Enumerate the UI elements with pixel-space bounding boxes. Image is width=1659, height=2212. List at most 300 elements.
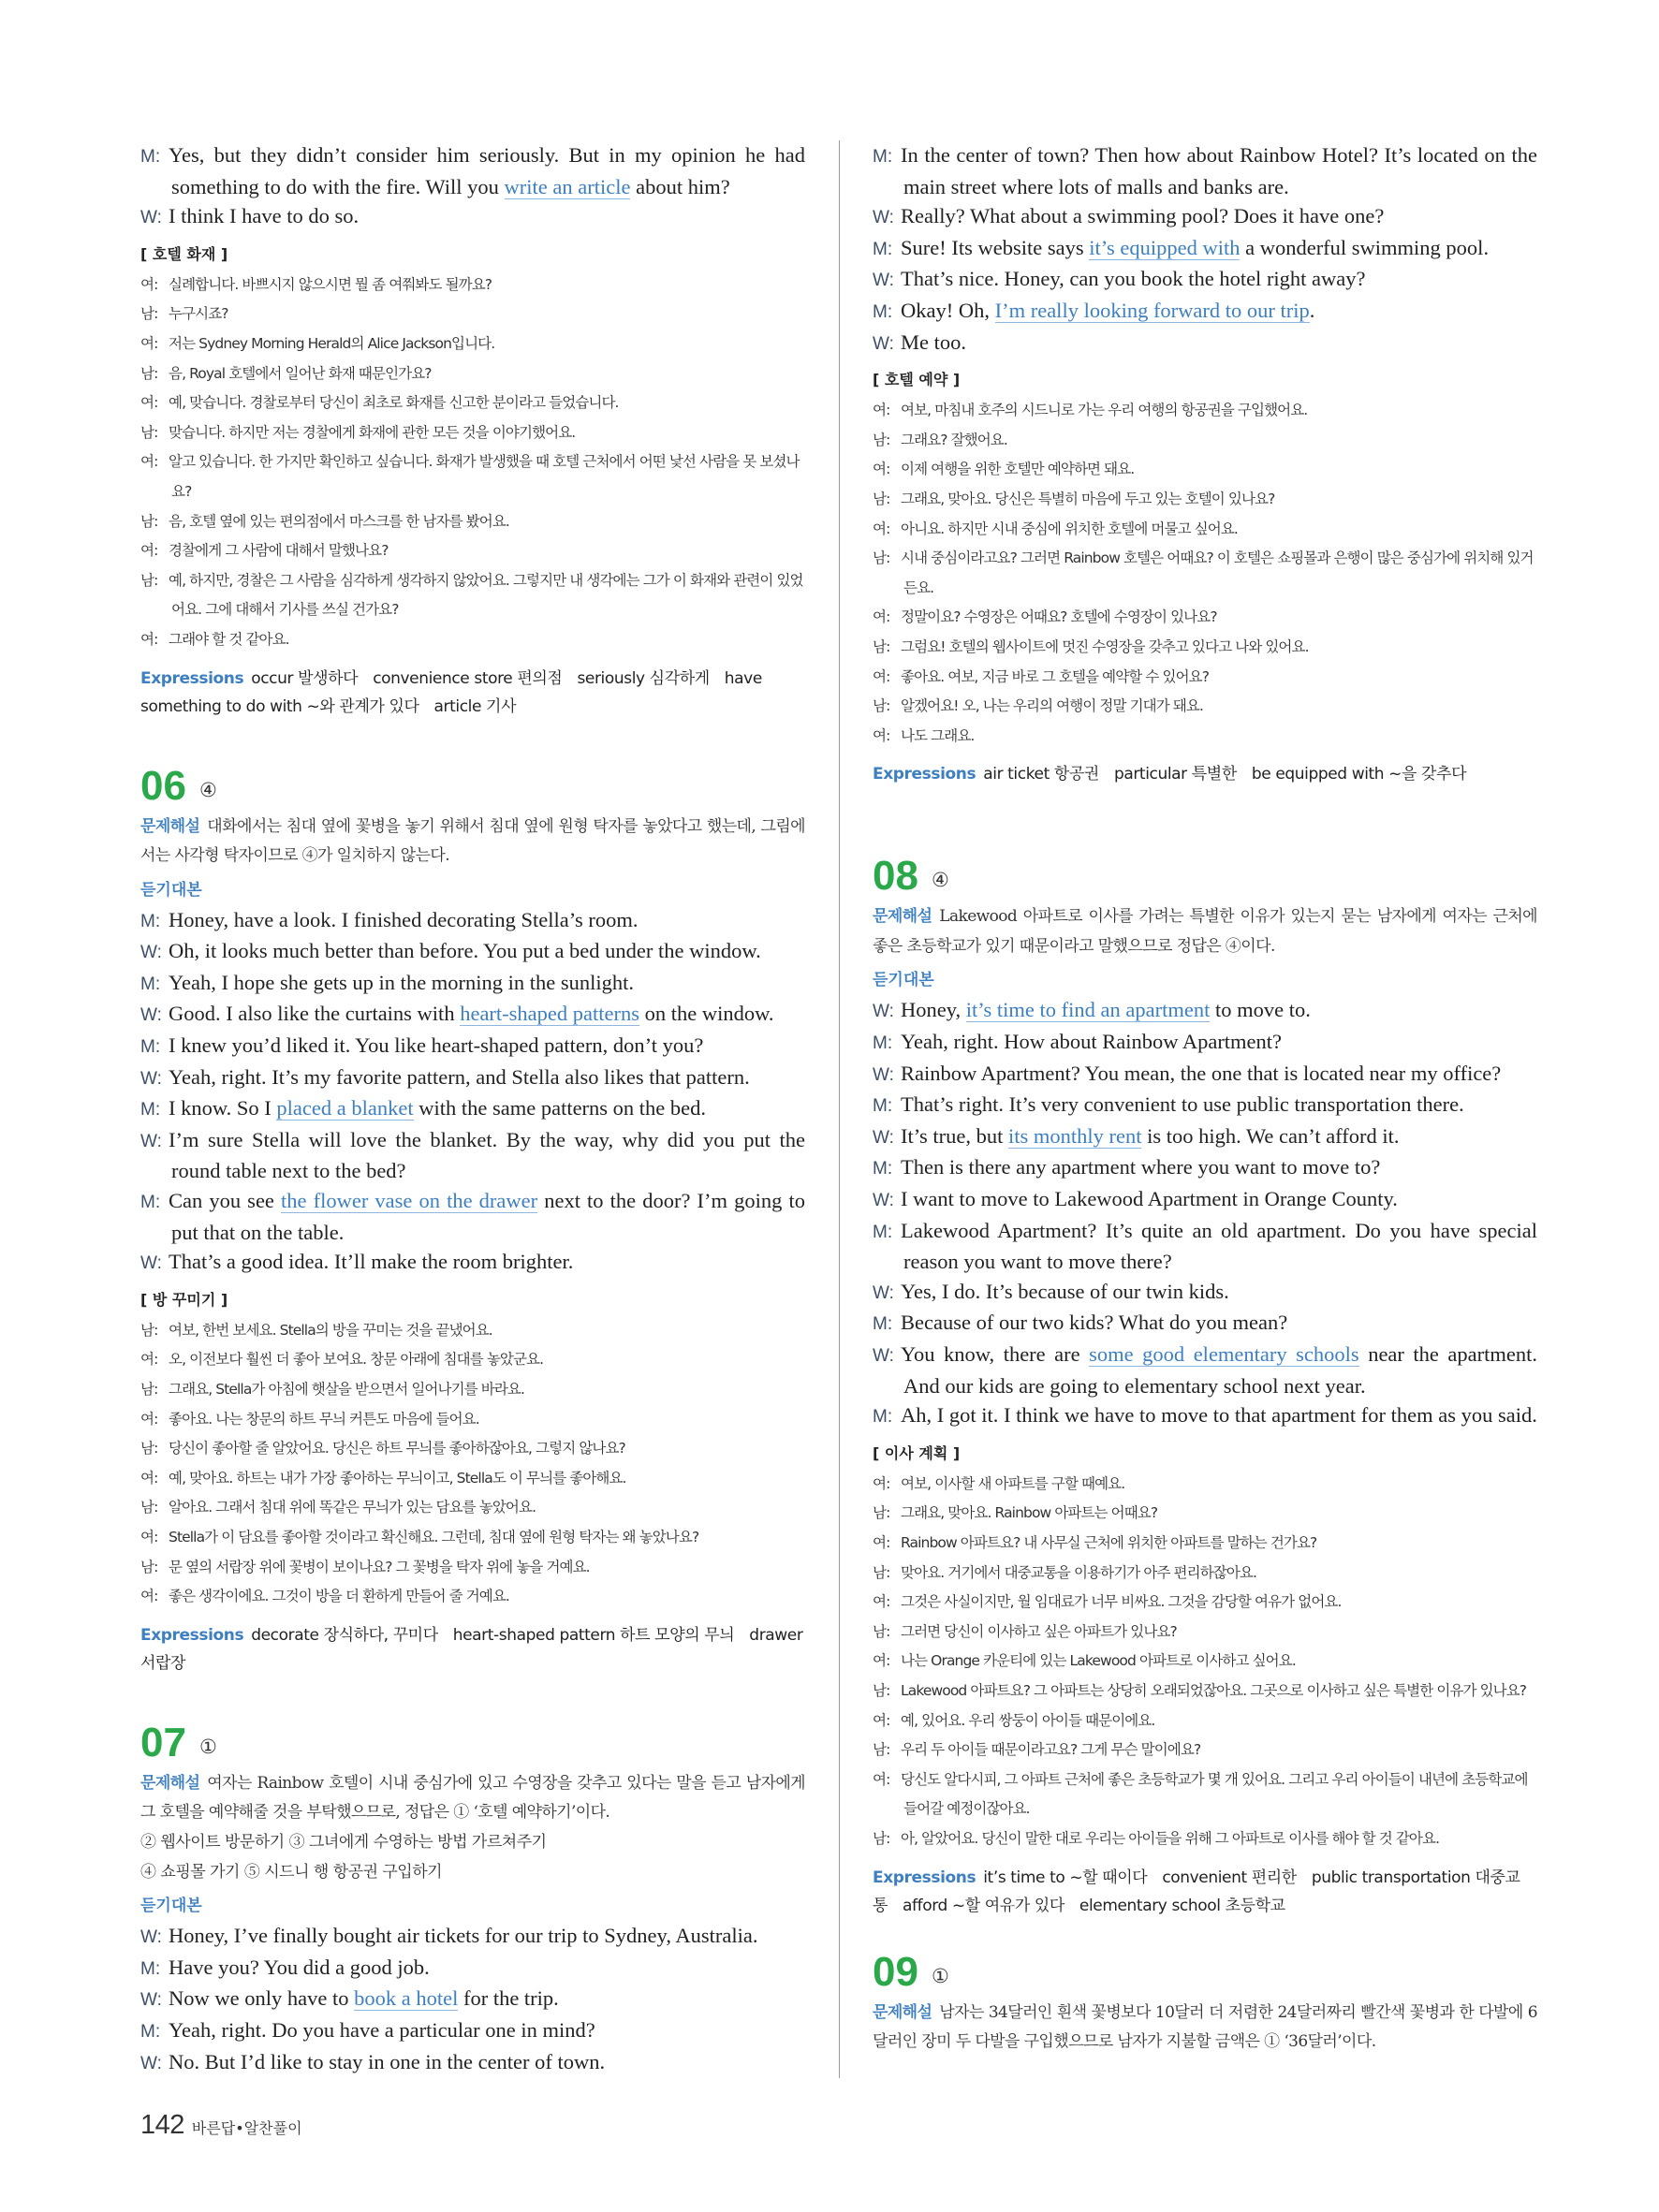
speaker-label: W: bbox=[873, 208, 894, 228]
line-text: Good. I also like the curtains with bbox=[169, 1002, 461, 1026]
line-text: 그래야 할 것 같아요. bbox=[169, 630, 289, 648]
line-text: to move to. bbox=[1210, 998, 1311, 1022]
speaker-label: M: bbox=[873, 1033, 893, 1054]
dialogue-line bbox=[140, 1125, 805, 1186]
speaker-label: 여: bbox=[873, 461, 890, 478]
speaker-label: W: bbox=[873, 1064, 894, 1085]
line-text: 여보, 한번 보세요. Stella의 방을 꾸미는 것을 끝냈어요. bbox=[169, 1321, 492, 1339]
speaker-label: 여: bbox=[140, 275, 158, 293]
explanation-text: Lakewood 아파트로 이사를 가려는 특별한 이유가 있는지 묻는 남자에게 여자는 근처에 좋은 초등학교가 있기 때문이라고 말했으므로 정답은 ④이다. bbox=[873, 907, 1537, 956]
expressions-label: Expressions bbox=[873, 765, 976, 784]
translation-line bbox=[873, 1470, 1537, 1500]
q07-korean-dialogue bbox=[873, 396, 1537, 751]
line-text: with the same patterns on the bed. bbox=[413, 1096, 707, 1121]
line-text: Oh, it looks much better than before. You put a bed under the window. bbox=[169, 939, 761, 963]
speaker-label: 여: bbox=[140, 334, 158, 352]
q07-explanation bbox=[140, 1769, 805, 1828]
dialogue-line bbox=[873, 233, 1537, 265]
explanation-tag: 문제해설 bbox=[873, 2002, 932, 2022]
q05-korean-title: [ 호텔 화재 ] bbox=[140, 244, 228, 263]
dialogue-line bbox=[873, 1216, 1537, 1277]
line-text: 그래요, 맞아요. Rainbow 아파트는 어때요? bbox=[901, 1504, 1158, 1522]
expression-item: seriously 심각하게 bbox=[577, 668, 710, 688]
translation-line bbox=[873, 515, 1537, 545]
page-number: 142 bbox=[140, 2110, 184, 2140]
speaker-label: W: bbox=[873, 271, 894, 291]
translation-line bbox=[140, 536, 805, 566]
line-text: 문 옆의 서랍장 위에 꽃병이 보이나요? 그 꽃병을 탁자 위에 놓을 거예요. bbox=[169, 1558, 590, 1575]
speaker-label: 여: bbox=[873, 1652, 890, 1670]
question-number: 07 bbox=[140, 1719, 186, 1765]
dialogue-line bbox=[873, 296, 1537, 328]
speaker-label: 여: bbox=[873, 1593, 890, 1611]
line-text: Yeah, right. It’s my favorite pattern, and Stella also likes that pattern. bbox=[169, 1064, 750, 1089]
line-text: 여보, 마침내 호주의 시드니로 가는 우리 여행의 항공권을 구입했어요. bbox=[901, 402, 1308, 419]
translation-line bbox=[140, 1345, 805, 1375]
dialogue-line bbox=[873, 1152, 1537, 1184]
speaker-label: W: bbox=[140, 208, 162, 228]
translation-line bbox=[140, 447, 805, 506]
speaker-label: W: bbox=[873, 1002, 894, 1022]
speaker-label: 여: bbox=[873, 1770, 890, 1788]
translation-line bbox=[873, 1736, 1537, 1765]
line-text: 나는 Orange 카운티에 있는 Lakewood 아파트로 이사하고 싶어요. bbox=[901, 1652, 1296, 1670]
key-phrase: I’m really looking forward to our trip bbox=[994, 298, 1310, 322]
line-text: is too high. We can’t afford it. bbox=[1141, 1123, 1400, 1148]
line-text: Really? What about a swimming pool? Does it have one? bbox=[901, 204, 1385, 228]
speaker-label: W: bbox=[140, 1068, 162, 1089]
speaker-label: 남: bbox=[140, 364, 158, 382]
q05-english-dialogue bbox=[140, 140, 805, 233]
dialogue-line bbox=[873, 1121, 1537, 1153]
expression-item: particular 특별한 bbox=[1113, 765, 1237, 784]
speaker-label: 남: bbox=[873, 1563, 890, 1581]
dialogue-line bbox=[140, 140, 805, 201]
line-text: 그럼요! 호텔의 웹사이트에 멋진 수영장을 갖추고 있다고 나와 있어요. bbox=[901, 637, 1309, 655]
speaker-label: M: bbox=[873, 1222, 893, 1242]
dialogue-line bbox=[140, 1093, 805, 1125]
line-text: Stella가 이 담요를 좋아할 것이라고 확신해요. 그런데, 침대 옆에 원형 탁자는 왜 놓았나요? bbox=[169, 1528, 699, 1545]
speaker-label: 남: bbox=[873, 1741, 890, 1759]
dialogue-line bbox=[873, 1277, 1537, 1309]
line-text: No. But I’d like to stay in one in the center of town. bbox=[169, 2049, 606, 2073]
line-text: Because of our two kids? What do you mean? bbox=[901, 1311, 1288, 1335]
explanation-tag: 문제해설 bbox=[140, 816, 200, 836]
expression-item: drawer 서랍장 bbox=[140, 1625, 803, 1673]
speaker-label: 여: bbox=[140, 394, 158, 412]
q05-expressions bbox=[140, 665, 805, 721]
translation-line bbox=[140, 1464, 805, 1494]
translation-line bbox=[140, 388, 805, 418]
expression-item: occur 발생하다 bbox=[251, 668, 359, 688]
speaker-label: M: bbox=[140, 1037, 161, 1058]
speaker-label: 남: bbox=[140, 1381, 158, 1398]
line-text: for the trip. bbox=[458, 1986, 559, 2011]
dialogue-line bbox=[873, 1027, 1537, 1059]
speaker-label: 남: bbox=[140, 1321, 158, 1339]
q09-explanation bbox=[873, 1999, 1537, 2058]
column-divider bbox=[839, 140, 840, 2078]
dialogue-line bbox=[873, 1184, 1537, 1216]
translation-line bbox=[873, 1824, 1537, 1854]
translation-line bbox=[873, 544, 1537, 603]
expression-item: be equipped with ~을 갖추다 bbox=[1251, 765, 1467, 784]
key-phrase: write an article bbox=[504, 174, 631, 198]
expression-item: convenience store 편의점 bbox=[373, 668, 563, 688]
line-text: That’s right. It’s very convenient to use public transportation there. bbox=[901, 1092, 1464, 1117]
line-text: Honey, I’ve finally bought air tickets for our trip to Sydney, Australia. bbox=[169, 1924, 758, 1948]
speaker-label: 남: bbox=[140, 571, 158, 589]
speaker-label: 여: bbox=[873, 667, 890, 685]
line-text: 저는 Sydney Morning Herald의 Alice Jackson입니다. bbox=[169, 334, 495, 352]
dialogue-line bbox=[140, 905, 805, 937]
speaker-label: W: bbox=[140, 943, 162, 963]
translation-line bbox=[873, 692, 1537, 722]
line-text: 아, 알았어요. 당신이 말한 대로 우리는 아이들을 위해 그 아파트로 이사를 해야 할 것 같아요. bbox=[901, 1829, 1440, 1847]
dialogue-line bbox=[873, 1400, 1537, 1432]
right-column bbox=[873, 140, 1537, 2058]
key-phrase: heart-shaped patterns bbox=[460, 1002, 639, 1026]
q08-header bbox=[873, 850, 1537, 899]
page-footer bbox=[140, 2110, 302, 2141]
translation-line bbox=[873, 1677, 1537, 1707]
speaker-label: W: bbox=[140, 1005, 162, 1026]
dialogue-line bbox=[140, 1953, 805, 1985]
line-text: 그래요? 잘했어요. bbox=[901, 431, 1007, 448]
explanation-tag: 문제해설 bbox=[873, 907, 932, 927]
line-text: 알아요. 그래서 침대 위에 똑같은 무늬가 있는 담요를 놓았어요. bbox=[169, 1499, 536, 1516]
translation-line bbox=[873, 485, 1537, 515]
key-phrase: placed a blanket bbox=[276, 1096, 414, 1121]
speaker-label: M: bbox=[140, 974, 161, 994]
translation-line bbox=[873, 1499, 1537, 1529]
line-text: 우리 두 아이들 때문이라고요? 그게 무슨 말이에요? bbox=[901, 1741, 1201, 1759]
line-text: 맞습니다. 하지만 저는 경찰에게 화재에 관한 모든 것을 이야기했어요. bbox=[169, 423, 576, 441]
line-text: It’s true, but bbox=[901, 1123, 1008, 1148]
line-text: Honey, have a look. I finished decorating Stella’s room. bbox=[169, 907, 639, 931]
speaker-label: M: bbox=[873, 147, 893, 167]
book-title: 바른답•알찬풀이 bbox=[191, 2119, 302, 2137]
explanation-tag: 문제해설 bbox=[140, 1773, 200, 1793]
q09-header bbox=[873, 1946, 1537, 1995]
q07-english-dialogue bbox=[140, 1921, 805, 2078]
translation-line bbox=[140, 1582, 805, 1612]
translation-line bbox=[873, 663, 1537, 693]
speaker-label: M: bbox=[873, 301, 893, 322]
speaker-label: 여: bbox=[873, 520, 890, 537]
translation-line bbox=[873, 1647, 1537, 1677]
dialogue-line bbox=[140, 1031, 805, 1062]
dialogue-line bbox=[873, 1059, 1537, 1091]
line-text: next to the door? I’m going to put that on the table. bbox=[171, 1189, 805, 1244]
expression-item: it’s time to ~할 때이다 bbox=[983, 1868, 1148, 1887]
q07-expressions bbox=[873, 760, 1537, 788]
speaker-label: 남: bbox=[873, 1504, 890, 1522]
q08-korean-dialogue bbox=[873, 1470, 1537, 1854]
translation-line bbox=[140, 625, 805, 655]
dialogue-line bbox=[873, 995, 1537, 1027]
key-phrase: it’s equipped with bbox=[1089, 235, 1241, 259]
speaker-label: W: bbox=[873, 1346, 894, 1366]
expression-item: heart-shaped pattern 하트 모양의 무늬 bbox=[452, 1625, 735, 1645]
speaker-label: 여: bbox=[873, 402, 890, 419]
q06-korean-dialogue bbox=[140, 1316, 805, 1612]
speaker-label: 여: bbox=[140, 1410, 158, 1428]
dialogue-line bbox=[873, 1308, 1537, 1340]
line-text: 예, 맞아요. 하트는 내가 가장 좋아하는 무늬이고, Stella도 이 무늬를 좋아해요. bbox=[169, 1469, 626, 1487]
key-phrase: its monthly rent bbox=[1007, 1123, 1142, 1148]
translation-line bbox=[873, 396, 1537, 426]
q06-english-dialogue bbox=[140, 905, 805, 1279]
speaker-label: 남: bbox=[140, 1440, 158, 1458]
line-text: Have you? You did a good job. bbox=[169, 1955, 430, 1979]
speaker-label: M: bbox=[140, 911, 161, 931]
expression-item: article 기사 bbox=[433, 696, 517, 716]
q07-option-line: ④ 쇼핑몰 가기 ⑤ 시드니 행 항공권 구입하기 bbox=[140, 1862, 443, 1882]
speaker-label: 남: bbox=[873, 1681, 890, 1699]
expression-item: convenient 편리한 bbox=[1162, 1868, 1297, 1887]
expressions-label: Expressions bbox=[140, 668, 244, 688]
line-text: Lakewood Apartment? It’s quite an old apartment. Do you have special reason you want to move there? bbox=[901, 1218, 1537, 1274]
translation-line bbox=[873, 1618, 1537, 1648]
speaker-label: M: bbox=[140, 1100, 161, 1121]
translation-line bbox=[873, 722, 1537, 752]
speaker-label: 남: bbox=[873, 490, 890, 507]
speaker-label: 남: bbox=[140, 1499, 158, 1516]
dialogue-line bbox=[140, 1062, 805, 1094]
speaker-label: M: bbox=[140, 1958, 161, 1979]
speaker-label: 여: bbox=[140, 1528, 158, 1545]
speaker-label: 여: bbox=[140, 1351, 158, 1369]
translation-line bbox=[873, 1765, 1537, 1824]
speaker-label: W: bbox=[140, 1927, 162, 1948]
line-text: 경찰에게 그 사람에 대해서 말했나요? bbox=[169, 542, 389, 560]
speaker-label: 남: bbox=[140, 1558, 158, 1575]
line-text: Ah, I got it. I think we have to move to that apartment for them as you said. bbox=[901, 1403, 1537, 1428]
line-text: Sure! Its website says bbox=[901, 235, 1090, 259]
expressions-label: Expressions bbox=[873, 1868, 976, 1887]
left-column bbox=[140, 140, 805, 2078]
dialogue-line bbox=[873, 140, 1537, 201]
answer-mark: ④ bbox=[198, 778, 217, 801]
dialogue-line bbox=[873, 1340, 1537, 1400]
speaker-label: W: bbox=[873, 1282, 894, 1303]
translation-line bbox=[873, 1707, 1537, 1736]
translation-line bbox=[873, 1559, 1537, 1589]
speaker-label: 여: bbox=[140, 453, 158, 471]
speaker-label: 남: bbox=[873, 549, 890, 567]
line-text: You know, there are bbox=[901, 1342, 1090, 1366]
question-number: 09 bbox=[873, 1948, 918, 1995]
line-text: Yeah, I hope she gets up in the morning in the sunlight. bbox=[169, 970, 635, 994]
line-text: 음, 호텔 옆에 있는 편의점에서 마스크를 한 남자를 봤어요. bbox=[169, 512, 509, 530]
q08-script-label: 듣기대본 bbox=[873, 971, 934, 990]
speaker-label: 남: bbox=[873, 697, 890, 715]
speaker-label: W: bbox=[873, 333, 894, 354]
speaker-label: W: bbox=[140, 2053, 162, 2073]
dialogue-line bbox=[140, 2047, 805, 2079]
speaker-label: 여: bbox=[873, 726, 890, 744]
line-text: I’m sure Stella will love the blanket. By the way, why did you put the round table next to the bed? bbox=[169, 1127, 805, 1183]
key-phrase: some good elementary schools bbox=[1089, 1342, 1359, 1366]
line-text: Honey, bbox=[901, 998, 966, 1022]
q07-script-label: 듣기대본 bbox=[140, 1897, 202, 1916]
speaker-label: M: bbox=[873, 1407, 893, 1428]
line-text: Can you see bbox=[169, 1189, 282, 1213]
dialogue-line bbox=[140, 1247, 805, 1279]
q08-explanation bbox=[873, 902, 1537, 961]
translation-line bbox=[140, 1405, 805, 1435]
line-text: on the window. bbox=[639, 1002, 774, 1026]
translation-line bbox=[873, 426, 1537, 456]
line-text: 그러면 당신이 이사하고 싶은 아파트가 있나요? bbox=[901, 1622, 1177, 1640]
translation-line bbox=[140, 300, 805, 330]
line-text: Me too. bbox=[901, 330, 966, 354]
line-text: 그래요, Stella가 아침에 햇살을 받으면서 일어나기를 바라요. bbox=[169, 1381, 524, 1398]
translation-line bbox=[140, 271, 805, 300]
line-text: Rainbow Apartment? You mean, the one that is located near my office? bbox=[901, 1061, 1502, 1085]
line-text: Yes, but they didn’t consider him seriously. But in my opinion he had something to do with the fire. Will you bbox=[169, 143, 805, 198]
translation-line bbox=[873, 603, 1537, 633]
speaker-label: 남: bbox=[140, 423, 158, 441]
q07-header bbox=[140, 1717, 805, 1765]
speaker-label: 여: bbox=[873, 1711, 890, 1729]
q05-korean-dialogue bbox=[140, 271, 805, 655]
speaker-label: W: bbox=[873, 1191, 894, 1211]
expression-item: afford ~할 여유가 있다 bbox=[903, 1896, 1064, 1915]
expression-item: have something to do with ~와 관계가 있다 bbox=[140, 668, 762, 716]
answer-mark: ① bbox=[931, 1964, 949, 1987]
dialogue-line bbox=[140, 1984, 805, 2015]
key-phrase: the flower vase on the drawer bbox=[281, 1189, 538, 1213]
translation-line bbox=[140, 418, 805, 448]
speaker-label: M: bbox=[140, 1193, 161, 1213]
key-phrase: it’s time to find an apartment bbox=[965, 998, 1211, 1022]
q06-header bbox=[140, 760, 805, 809]
dialogue-line bbox=[140, 968, 805, 1000]
speaker-label: 남: bbox=[873, 1622, 890, 1640]
dialogue-line bbox=[873, 328, 1537, 359]
line-text: 당신이 좋아할 줄 알았어요. 당신은 하트 무늬를 좋아하잖아요, 그렇지 않나요? bbox=[169, 1440, 625, 1458]
line-text: 좋아요. 여보, 지금 바로 그 호텔을 예약할 수 있어요? bbox=[901, 667, 1210, 685]
speaker-label: W: bbox=[140, 1131, 162, 1151]
q06-script-label: 듣기대본 bbox=[140, 880, 202, 900]
q06-expressions bbox=[140, 1621, 805, 1677]
explanation-text: 남자는 34달러인 흰색 꽃병보다 10달러 더 저렴한 24달러짜리 빨간색 꽃병과 한 다발에 6달러인 장미 두 다발을 구입했으므로 남자가 지불할 금액은 ① ‘36달러’이다. bbox=[873, 2002, 1537, 2052]
translation-line bbox=[140, 1316, 805, 1346]
explanation-text: 대화에서는 침대 옆에 꽃병을 놓기 위해서 침대 옆에 원형 탁자를 놓았다고 했는데, 그림에서는 사각형 탁자이므로 ④가 일치하지 않는다. bbox=[140, 816, 805, 866]
speaker-label: W: bbox=[873, 1127, 894, 1148]
dialogue-line bbox=[873, 264, 1537, 296]
expression-item: public transportation 대중교통 bbox=[873, 1868, 1520, 1915]
q07-option-line: ② 웹사이트 방문하기 ③ 그녀에게 수영하는 방법 가르쳐주기 bbox=[140, 1832, 547, 1852]
dialogue-line bbox=[873, 201, 1537, 233]
dialogue-line bbox=[140, 201, 805, 233]
speaker-label: M: bbox=[140, 147, 161, 167]
expressions-label: Expressions bbox=[140, 1625, 244, 1645]
line-text: 시내 중심이라고요? 그러면 Rainbow 호텔은 어때요? 이 호텔은 쇼핑몰과 은행이 많은 중심가에 위치해 있거든요. bbox=[901, 549, 1534, 596]
translation-line bbox=[140, 330, 805, 359]
line-text: I know. So I bbox=[169, 1096, 277, 1121]
q07-korean-title: [ 호텔 예약 ] bbox=[873, 371, 961, 389]
line-text: 예, 하지만, 경찰은 그 사람을 심각하게 생각하지 않았어요. 그렇지만 내 생각에는 그가 이 화재와 관련이 있었어요. 그에 대해서 기사를 쓰실 건가요? bbox=[169, 571, 803, 619]
line-text: Now we only have to bbox=[169, 1986, 355, 2011]
line-text: near the apartment. And our kids are going to elementary school next year. bbox=[903, 1342, 1538, 1398]
q06-korean-title: [ 방 꾸미기 ] bbox=[140, 1290, 228, 1309]
line-text: 그래요, 맞아요. 당신은 특별히 마음에 두고 있는 호텔이 있나요? bbox=[901, 490, 1275, 507]
expression-item: air ticket 항공권 bbox=[983, 765, 1099, 784]
expression-item: elementary school 초등학교 bbox=[1079, 1896, 1285, 1915]
line-text: Okay! Oh, bbox=[901, 298, 995, 322]
line-text: 이제 여행을 위한 호텔만 예약하면 돼요. bbox=[901, 461, 1135, 478]
speaker-label: M: bbox=[873, 1159, 893, 1179]
translation-line bbox=[140, 359, 805, 389]
line-text: a wonderful swimming pool. bbox=[1240, 235, 1490, 259]
speaker-label: 여: bbox=[140, 630, 158, 648]
explanation-text: 여자는 Rainbow 호텔이 시내 중심가에 있고 수영장을 갖추고 있다는 말을 듣고 남자에게 그 호텔을 예약해줄 것을 부탁했으므로, 정답은 ① ‘호텔 예약하기’이다. bbox=[140, 1773, 805, 1823]
line-text: That’s nice. Honey, can you book the hotel right away? bbox=[901, 267, 1366, 291]
line-text: about him? bbox=[630, 174, 730, 198]
line-text: . bbox=[1309, 298, 1315, 322]
line-text: 알겠어요! 오, 나는 우리의 여행이 정말 기대가 돼요. bbox=[901, 697, 1204, 715]
dialogue-line bbox=[140, 1186, 805, 1247]
line-text: 좋은 생각이에요. 그것이 방을 더 환하게 만들어 줄 거예요. bbox=[169, 1588, 509, 1605]
line-text: Yeah, right. How about Rainbow Apartment? bbox=[901, 1030, 1283, 1054]
translation-line bbox=[873, 1529, 1537, 1559]
translation-line bbox=[140, 1523, 805, 1553]
line-text: That’s a good idea. It’ll make the room brighter. bbox=[169, 1250, 574, 1274]
speaker-label: M: bbox=[873, 239, 893, 259]
q06-explanation bbox=[140, 813, 805, 872]
dialogue-line bbox=[140, 1921, 805, 1953]
line-text: 좋아요. 나는 창문의 하트 무늬 커튼도 마음에 들어요. bbox=[169, 1410, 479, 1428]
speaker-label: 여: bbox=[140, 1469, 158, 1487]
speaker-label: W: bbox=[140, 1990, 162, 2011]
line-text: Rainbow 아파트요? 내 사무실 근처에 위치한 아파트를 말하는 건가요? bbox=[901, 1533, 1317, 1551]
line-text: 오, 이전보다 훨씬 더 좋아 보여요. 창문 아래에 침대를 놓았군요. bbox=[169, 1351, 544, 1369]
question-number: 06 bbox=[140, 762, 186, 809]
speaker-label: 여: bbox=[873, 1474, 890, 1492]
line-text: 실례합니다. 바쁘시지 않으시면 뭘 좀 여쭤봐도 될까요? bbox=[169, 275, 492, 293]
q08-korean-title: [ 이사 계획 ] bbox=[873, 1443, 961, 1462]
speaker-label: M: bbox=[873, 1314, 893, 1335]
line-text: 누구시죠? bbox=[169, 305, 228, 323]
speaker-label: W: bbox=[140, 1253, 162, 1274]
q08-expressions bbox=[873, 1864, 1537, 1920]
line-text: 그것은 사실이지만, 월 임대료가 너무 비싸요. 그것을 감당할 여유가 없어요. bbox=[901, 1593, 1342, 1611]
line-text: In the center of town? Then how about Rainbow Hotel? It’s located on the main street where lots of malls and banks are. bbox=[901, 143, 1537, 198]
line-text: 당신도 알다시피, 그 아파트 근처에 좋은 초등학교가 몇 개 있어요. 그리고 우리 아이들이 내년에 초등학교에 들어갈 예정이잖아요. bbox=[901, 1770, 1528, 1818]
q07-english-dialogue-cont bbox=[873, 140, 1537, 359]
line-text: 맞아요. 거기에서 대중교통을 이용하기가 아주 편리하잖아요. bbox=[901, 1563, 1257, 1581]
question-number: 08 bbox=[873, 853, 918, 900]
line-text: I knew you’d liked it. You like heart-shaped pattern, don’t you? bbox=[169, 1033, 704, 1058]
translation-line bbox=[140, 1493, 805, 1523]
translation-line bbox=[873, 1588, 1537, 1618]
translation-line bbox=[140, 1553, 805, 1583]
dialogue-line bbox=[140, 999, 805, 1031]
speaker-label: 남: bbox=[873, 637, 890, 655]
line-text: Yeah, right. Do you have a particular one in mind? bbox=[169, 2017, 595, 2042]
translation-line bbox=[140, 566, 805, 625]
translation-line bbox=[873, 455, 1537, 485]
speaker-label: 여: bbox=[140, 1588, 158, 1605]
translation-line bbox=[140, 1434, 805, 1464]
speaker-label: 남: bbox=[873, 431, 890, 448]
line-text: 여보, 이사할 새 아파트를 구할 때예요. bbox=[901, 1474, 1125, 1492]
line-text: 예, 맞습니다. 경찰로부터 당신이 최초로 화재를 신고한 분이라고 들었습니다. bbox=[169, 394, 619, 412]
speaker-label: 남: bbox=[140, 512, 158, 530]
